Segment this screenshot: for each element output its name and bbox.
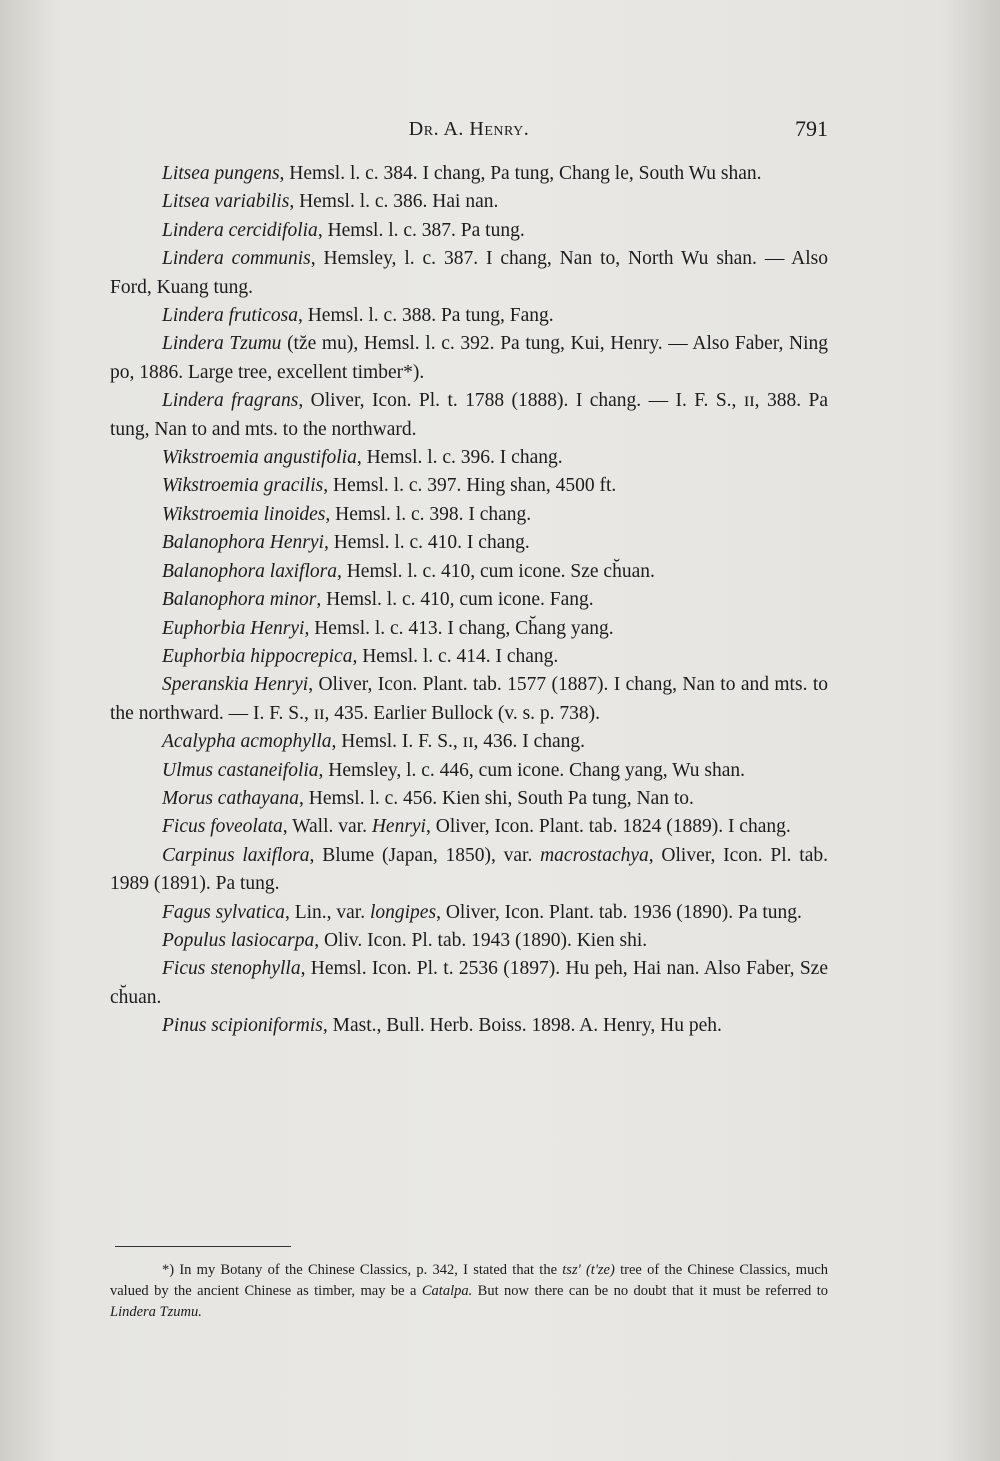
species-name: Litsea pungens bbox=[162, 163, 280, 184]
species-entry bbox=[110, 501, 828, 529]
species-entry bbox=[110, 245, 828, 302]
species-citation: , Mast., Bull. Herb. Boiss. 1898. A. Henry, Hu peh. bbox=[322, 1015, 722, 1037]
species-citation: , Oliver, Icon. Plant. tab. 1824 (1889). I chang. bbox=[425, 816, 791, 838]
species-citation: , Hemsl. l. c. 410. I chang. bbox=[323, 532, 530, 554]
footnote-text: *) In my Botany of the Chinese Classics, p. 342, I stated that the bbox=[162, 1262, 563, 1278]
species-entry bbox=[110, 160, 828, 188]
species-name: Ficus stenophylla bbox=[162, 958, 301, 980]
species-citation: , Blume (Japan, 1850), var. bbox=[309, 844, 541, 866]
species-citation: , Hemsl. l. c. 384. I chang, Pa tung, Chang le, South Wu shan. bbox=[279, 163, 762, 184]
species-citation: , Oliver, Icon. Pl. t. 1788 (1888). I chang. — I. F. S., ɪɪ, 388. Pa tung, Nan to and mts. to the northward. bbox=[110, 390, 828, 440]
species-citation: , Hemsl. l. c. 410, cum icone. Fang. bbox=[316, 589, 594, 611]
species-entry bbox=[110, 330, 828, 387]
species-name: Balanophora minor bbox=[162, 589, 317, 611]
species-citation: , Wall. var. bbox=[282, 816, 372, 838]
species-citation: , Hemsl. l. c. 410, cum icone. Sze ch̆uan. bbox=[336, 560, 655, 582]
species-name: Balanophora Henryi bbox=[162, 532, 324, 554]
species-citation: , Lin., var. bbox=[284, 901, 370, 923]
variety-name: Henryi bbox=[371, 816, 426, 838]
species-entry bbox=[110, 302, 828, 330]
species-citation: , Oliver, Icon. Plant. tab. 1577 (1887). I chang, Nan to and mts. to the northward. — I. F. S., ɪɪ, 435. Earlier Bullock (v. s. p. 738). bbox=[110, 674, 828, 724]
species-citation: , Hemsl. l. c. 386. Hai nan. bbox=[289, 191, 499, 213]
species-name: Lindera fruticosa bbox=[162, 305, 298, 327]
species-citation: , Hemsl. Icon. Pl. t. 2536 (1897). Hu peh, Hai nan. Also Faber, Sze ch̆uan. bbox=[110, 958, 828, 1008]
species-name: Speranskia Henryi bbox=[162, 674, 309, 696]
species-citation: , Hemsl. l. c. 456. Kien shi, South Pa tung, Nan to. bbox=[299, 787, 694, 809]
species-citation: , Hemsley, l. c. 387. I chang, Nan to, North Wu shan. — Also Ford, Kuang tung. bbox=[110, 248, 828, 298]
species-citation: , Hemsl. l. c. 398. I chang. bbox=[325, 503, 532, 525]
species-entry bbox=[110, 387, 828, 444]
species-citation: , Hemsl. l. c. 414. I chang. bbox=[352, 645, 559, 667]
species-citation: (tz̆e mu), Hemsl. l. c. 392. Pa tung, Kui, Henry. — Also Faber, Ning po, 1886. Large tree, excellent timber*). bbox=[110, 333, 828, 383]
page-header bbox=[110, 112, 828, 148]
species-entry bbox=[110, 785, 828, 813]
species-entry bbox=[110, 586, 828, 614]
footnote-species: Lindera Tzumu. bbox=[110, 1304, 202, 1320]
footnote-text: But now there can be no doubt that it must be referred to bbox=[472, 1283, 828, 1299]
species-entry bbox=[110, 842, 828, 899]
species-citation: , Hemsl. l. c. 397. Hing shan, 4500 ft. bbox=[323, 475, 617, 497]
species-entry bbox=[110, 757, 828, 785]
species-name: Pinus scipioniformis bbox=[162, 1015, 323, 1037]
species-name: Wikstroemia gracilis bbox=[162, 475, 324, 497]
species-entry bbox=[110, 529, 828, 557]
species-entry bbox=[110, 899, 828, 927]
species-citation: , Hemsl. I. F. S., ɪɪ, 436. I chang. bbox=[331, 731, 586, 753]
species-citation: , Hemsl. l. c. 413. I chang, Ch̆ang yang. bbox=[304, 617, 614, 639]
species-name: Lindera fragrans bbox=[162, 390, 299, 412]
species-name: Lindera cercidifolia bbox=[162, 219, 318, 241]
page-number: 791 bbox=[795, 116, 828, 141]
species-entry bbox=[110, 813, 828, 841]
species-name: Acalypha acmophylla bbox=[162, 731, 332, 753]
footnote bbox=[110, 1260, 828, 1323]
species-name: Ficus foveolata bbox=[162, 816, 283, 838]
species-entry bbox=[110, 671, 828, 728]
species-citation: , Oliver, Icon. Plant. tab. 1936 (1890). Pa tung. bbox=[436, 901, 802, 923]
species-entry bbox=[110, 955, 828, 1012]
species-citation: , Hemsley, l. c. 446, cum icone. Chang yang, Wu shan. bbox=[318, 759, 746, 781]
species-name: Fagus sylvatica bbox=[162, 901, 285, 923]
species-name: Carpinus laxiflora bbox=[162, 844, 310, 866]
species-entry bbox=[110, 558, 828, 586]
species-entry bbox=[110, 1012, 828, 1040]
species-name: Morus cathayana bbox=[162, 787, 300, 809]
species-citation: , Hemsl. l. c. 396. I chang. bbox=[356, 447, 563, 469]
running-head: Dr. A. Henry. bbox=[408, 118, 530, 140]
footnote-term: tsz' (t'ze) bbox=[562, 1262, 615, 1278]
footnote-text: tree of the Chinese Classics, much valued by the ancient Chinese as timber, may be a bbox=[110, 1262, 829, 1299]
species-entry bbox=[110, 217, 828, 245]
species-entry bbox=[110, 927, 828, 955]
footnote-rule bbox=[115, 1246, 291, 1247]
species-name: Balanophora laxiflora bbox=[162, 560, 337, 582]
species-entry bbox=[110, 728, 828, 756]
species-entry bbox=[110, 188, 828, 216]
species-citation: , Hemsl. l. c. 387. Pa tung. bbox=[317, 219, 525, 241]
species-name: Wikstroemia linoides bbox=[162, 503, 326, 525]
species-name: Ulmus castaneifolia bbox=[162, 759, 319, 781]
variety-name: macrostachya bbox=[540, 844, 649, 866]
species-list bbox=[110, 160, 828, 1041]
species-name: Populus lasiocarpa bbox=[162, 929, 315, 951]
footnote-genus: Catalpa. bbox=[421, 1283, 473, 1299]
species-name: Euphorbia Henryi bbox=[162, 617, 305, 639]
species-name: Litsea variabilis bbox=[162, 191, 290, 213]
species-name: Lindera Tzumu bbox=[162, 333, 282, 355]
species-citation: , Oliver, Icon. Pl. tab. 1989 (1891). Pa tung. bbox=[110, 844, 828, 895]
species-entry bbox=[110, 472, 828, 500]
species-entry bbox=[110, 643, 828, 671]
species-name: Euphorbia hippocrepica bbox=[162, 645, 353, 667]
species-citation: , Hemsl. l. c. 388. Pa tung, Fang. bbox=[297, 305, 554, 327]
species-entry bbox=[110, 615, 828, 643]
species-name: Lindera communis bbox=[162, 248, 311, 270]
species-name: Wikstroemia angustifolia bbox=[162, 447, 357, 469]
species-citation: , Oliv. Icon. Pl. tab. 1943 (1890). Kien shi. bbox=[314, 929, 648, 951]
species-entry bbox=[110, 444, 828, 472]
variety-name: longipes bbox=[369, 901, 437, 923]
